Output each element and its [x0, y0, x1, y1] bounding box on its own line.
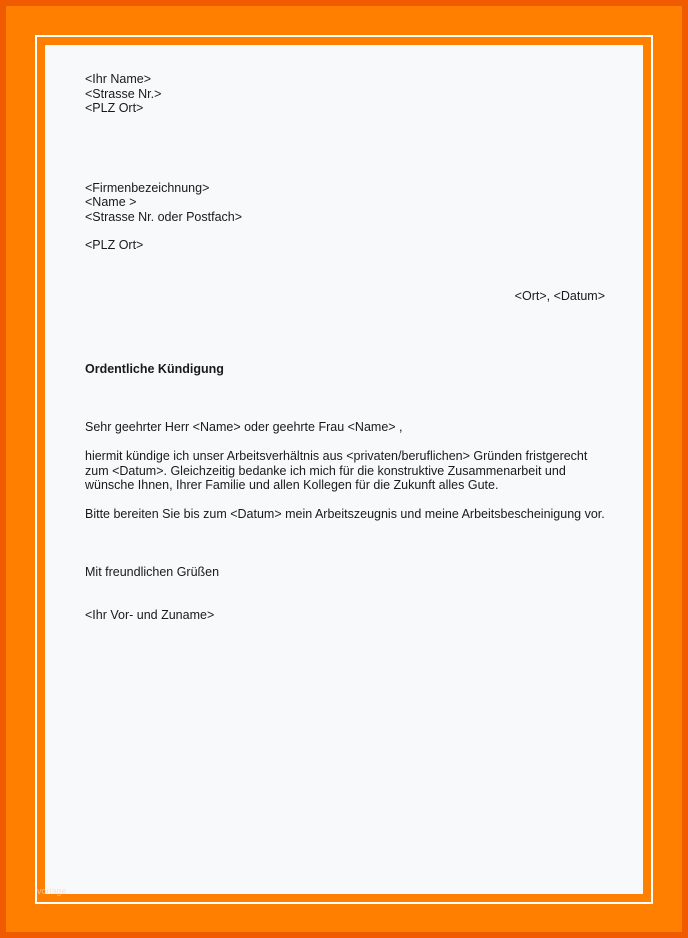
sender-city: <PLZ Ort>	[85, 101, 144, 115]
body-paragraph-1: hiermit kündige ich unser Arbeitsverhältnis aus <privaten/beruflichen> Gründen fristgerecht zum <Datum>. Gleichzeitig bedanke ich mich für die konstruktive Zusammenarbeit und wünsche Ihnen, Ihrer Familie und allen Kollegen für die Zukunft alles Gute.	[85, 449, 588, 492]
address-block	[85, 72, 605, 253]
recipient-company: <Firmenbezeichnung>	[85, 180, 210, 195]
recipient-city: <PLZ Ort>	[85, 238, 144, 252]
watermark: vorlage	[37, 886, 67, 896]
recipient-street: <Strasse Nr. oder Postfach>	[85, 209, 243, 224]
salutation: Sehr geehrter Herr <Name> oder geehrte Frau <Name> ,	[85, 420, 403, 434]
place-date: <Ort>, <Datum>	[514, 289, 605, 303]
sender-name: <Ihr Name>	[85, 72, 152, 86]
signature-line: <Ihr Vor- und Zuname>	[85, 608, 215, 622]
body-paragraph-2: Bitte bereiten Sie bis zum <Datum> mein Arbeitszeugnis und meine Arbeitsbescheinigung vor.	[85, 507, 605, 521]
letter-body	[85, 420, 607, 536]
recipient-name: <Name >	[85, 195, 137, 209]
sender-street: <Strasse Nr.>	[85, 86, 162, 101]
closing-phrase: Mit freundlichen Grüßen	[85, 565, 220, 579]
letter-subject: Ordentliche Kündigung	[85, 362, 224, 376]
